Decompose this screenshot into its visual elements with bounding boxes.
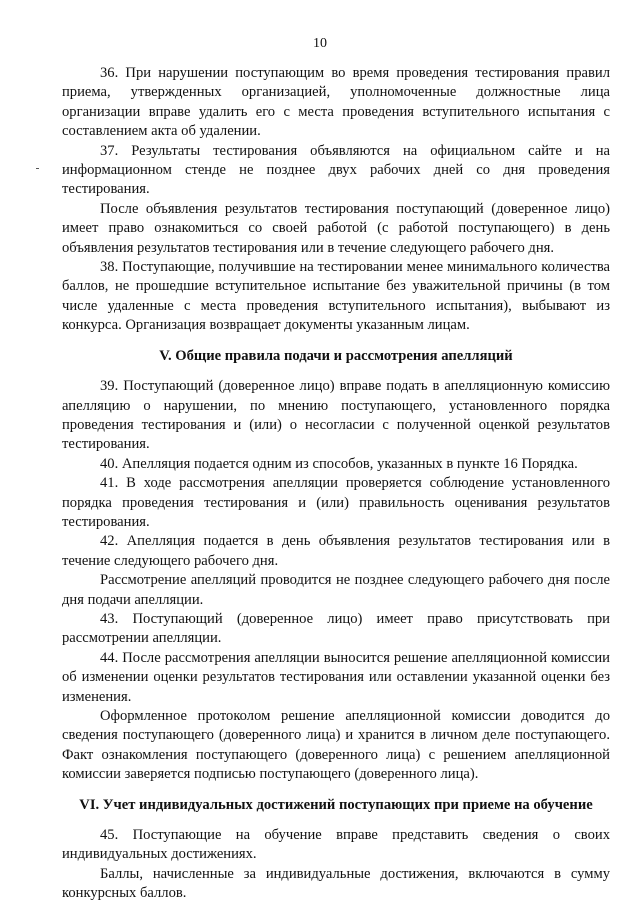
document-body [62, 64, 610, 904]
paragraph-44-continued: Оформленное протоколом решение апелляционной комиссии доводится до сведения поступающего (доверенного лица) и хранится в личном деле поступающего. Факт ознакомления поступающего (доверенного лица) с решением апелляционной комиссии заверяется подписью поступающего (доверенного лица). [62, 708, 610, 783]
paragraph-39: 39. Поступающий (доверенное лицо) вправе подать в апелляционную комиссию апелляцию о нарушении, по мнению поступающего, установленного порядка проведения тестирования и (или) о несогласии с полученной оценкой результатов тестирования. [62, 378, 610, 453]
paragraph-40: 40. Апелляция подается одним из способов, указанных в пункте 16 Порядка. [100, 455, 578, 472]
paragraph-44: 44. После рассмотрения апелляции выносится решение апелляционной комиссии об изменении оценки результатов тестирования или оставлении указанной оценки без изменения. [62, 649, 610, 705]
paragraph-43: 43. Поступающий (доверенное лицо) имеет право присутствовать при рассмотрении апелляции. [62, 610, 610, 647]
paragraph-41: 41. В ходе рассмотрения апелляции проверяется соблюдение установленного порядка проведения тестирования и (или) правильность оценивания результатов тестирования. [62, 475, 610, 530]
section-5-heading: V. Общие правила подачи и рассмотрения апелляций [159, 347, 513, 364]
paragraph-36: 36. При нарушении поступающим во время проведения тестирования правил приема, утвержденных организацией, уполномоченные должностные лица организации вправе удалить его с места проведения вступительного испытания с составлением акта об удалении. [62, 65, 610, 140]
section-6-heading: VI. Учет индивидуальных достижений поступающих при приеме на обучение [79, 796, 593, 813]
paragraph-37: 37. Результаты тестирования объявляются на официальном сайте и на информационном стенде не позднее двух рабочих дней со дня проведения тестирования. [62, 142, 610, 198]
page-number: 10 [313, 36, 327, 51]
paragraph-42-continued: Рассмотрение апелляций проводится не позднее следующего рабочего дня после дня подачи апелляции. [62, 572, 610, 608]
paragraph-37-continued: После объявления результатов тестирования поступающий (доверенное лицо) имеет право ознакомиться со своей работой (с работой поступающего) в день объявления результатов тестирования или в течение следующего рабочего дня. [62, 200, 610, 256]
paragraph-38: 38. Поступающие, получившие на тестировании менее минимального количества баллов, не прошедшие вступительное испытание без уважительной причины (в том числе удаленные с места проведения вступительного испытания), выбывают из конкурса. Организация возвращает документы указанным лицам. [62, 259, 610, 334]
paragraph-45-continued: Баллы, начисленные за индивидуальные достижения, включаются в сумму конкурсных баллов. [62, 865, 610, 902]
margin-mark [36, 168, 39, 169]
paragraph-45: 45. Поступающие на обучение вправе представить сведения о своих индивидуальных достижениях. [62, 827, 610, 863]
paragraph-42: 42. Апелляция подается в день объявления результатов тестирования или в течение следующего рабочего дня. [62, 533, 610, 569]
